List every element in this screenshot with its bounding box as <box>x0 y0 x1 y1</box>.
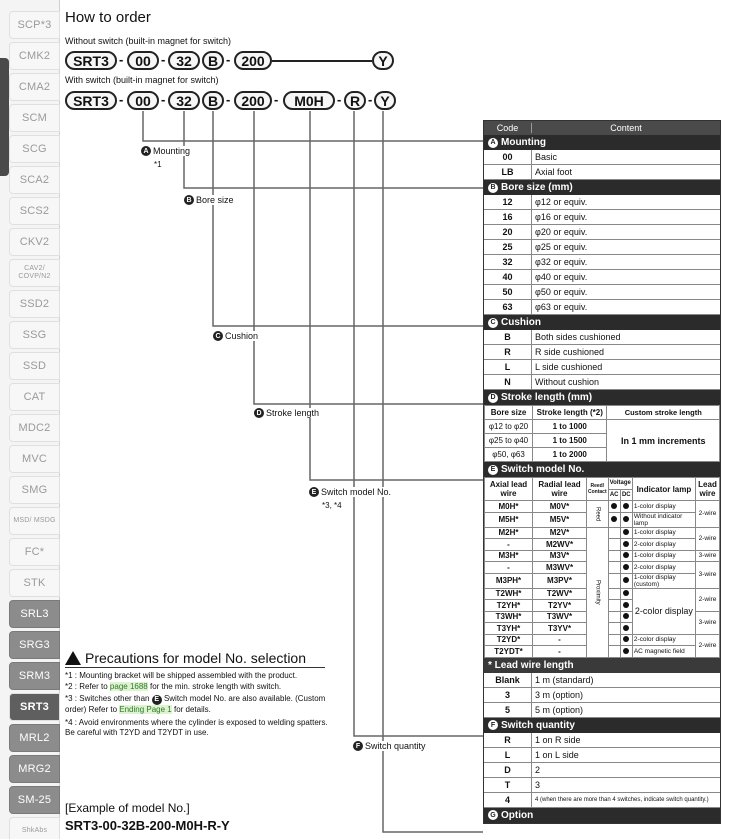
dot-icon <box>623 503 629 509</box>
table-row <box>485 527 720 539</box>
stroke-bore: φ12 to φ20 <box>485 420 533 434</box>
switch-wire: 2-wire <box>696 501 720 528</box>
note-1: *1 : Mounting bracket will be shipped assembled with the product. <box>65 671 298 680</box>
table-row <box>484 270 720 285</box>
row-code: T <box>484 778 532 792</box>
code-cushion-1: B <box>202 51 224 70</box>
row-code: LB <box>484 165 532 179</box>
switch-dc <box>620 623 632 635</box>
switch-dc <box>620 512 632 527</box>
header-code: Code <box>484 123 532 133</box>
callout-switch-model <box>309 487 393 497</box>
row-code: 3 <box>484 688 532 702</box>
switch-ac <box>608 573 620 588</box>
code-mounting-2: 00 <box>127 91 159 110</box>
switch-radial: M3WV* <box>533 562 587 574</box>
table-row <box>484 240 720 255</box>
sidebar-item[interactable]: CMA2 <box>9 73 60 101</box>
sidebar-item[interactable]: CAT <box>9 383 60 411</box>
section-stroke-title: Stroke length (mm) <box>501 392 593 403</box>
switch-ac <box>608 550 620 562</box>
table-row <box>484 330 720 345</box>
stroke-bore: φ25 to φ40 <box>485 434 533 448</box>
switch-ac <box>608 539 620 551</box>
table-row <box>484 210 720 225</box>
stroke-table <box>484 405 720 462</box>
table-row <box>484 703 720 718</box>
switch-lamp: 2-color display <box>632 588 695 634</box>
switch-dc <box>620 634 632 646</box>
row-content: φ40 or equiv. <box>535 272 588 282</box>
switch-radial: - <box>533 646 587 658</box>
row-content: R side cushioned <box>535 347 605 357</box>
switch-axial: T2YDT* <box>485 646 533 658</box>
without-switch-label: Without switch (built-in magnet for switch) <box>65 36 232 46</box>
code-series-1: SRT3 <box>65 51 117 70</box>
callout-bore-label: Bore size <box>196 195 234 205</box>
row-code: 63 <box>484 300 532 314</box>
stroke-head-length: Stroke length (*2) <box>533 406 607 420</box>
row-code: N <box>484 375 532 389</box>
switch-lamp: AC magnetic field <box>632 646 695 658</box>
note-ref-1: *1 <box>154 160 162 169</box>
switch-ac <box>608 512 620 527</box>
switch-radial: M5V* <box>533 512 587 527</box>
section-stroke <box>484 390 720 405</box>
row-content: φ25 or equiv. <box>535 242 588 252</box>
table-row <box>484 360 720 375</box>
row-code: 50 <box>484 285 532 299</box>
section-bore-title: Bore size (mm) <box>501 182 573 193</box>
switch-radial: T2YV* <box>533 600 587 612</box>
dash: - <box>274 92 279 107</box>
table-row <box>484 345 720 360</box>
section-option <box>484 808 720 823</box>
switch-dc <box>620 600 632 612</box>
row-content: 3 m (option) <box>535 689 584 700</box>
callout-bore <box>184 195 236 205</box>
badge-a: A <box>141 146 151 156</box>
dash: - <box>368 92 373 107</box>
switch-dc <box>620 501 632 513</box>
header-content: Content <box>610 123 642 133</box>
switch-ac <box>608 611 620 623</box>
dash: - <box>226 52 231 67</box>
dot-icon <box>623 613 629 619</box>
dot-icon <box>623 625 629 631</box>
sidebar-item[interactable]: SCA2 <box>9 166 60 194</box>
switch-ac <box>608 600 620 612</box>
switch-wire: 2-wire <box>696 527 720 550</box>
switch-axial: M2H* <box>485 527 533 539</box>
code-cushion-2: B <box>202 91 224 110</box>
dot-icon <box>623 648 629 654</box>
switch-axial: M5H* <box>485 512 533 527</box>
badge-d: D <box>254 408 264 418</box>
switch-dc <box>620 646 632 658</box>
switch-axial: - <box>485 539 533 551</box>
switch-ac <box>608 623 620 635</box>
row-code: L <box>484 360 532 374</box>
badge-g: G <box>488 810 498 820</box>
section-lead-title: * Lead wire length <box>488 659 574 671</box>
callout-stroke <box>254 408 321 418</box>
row-content: L side cushioned <box>535 362 603 372</box>
sidebar-item[interactable]: SCG <box>9 135 60 163</box>
row-code: 4 <box>484 793 532 807</box>
switch-radial: - <box>533 634 587 646</box>
switch-radial: M0V* <box>533 501 587 513</box>
switch-lamp: 2-color display <box>632 539 695 551</box>
callout-cushion-label: Cushion <box>225 331 259 341</box>
row-content: 2 <box>535 764 541 775</box>
switch-head-lead: Lead wire <box>696 478 720 501</box>
code-qty-2: R <box>344 91 366 110</box>
note-3-text: *3 : Switches other than <box>65 694 152 703</box>
sidebar-item[interactable]: CKV2 <box>9 228 60 256</box>
switch-head-lamp: Indicator lamp <box>632 478 695 501</box>
switch-dc <box>620 573 632 588</box>
section-bore <box>484 180 720 195</box>
sidebar-item[interactable]: FC* <box>9 538 60 566</box>
switch-dc <box>620 539 632 551</box>
table-row <box>484 285 720 300</box>
row-content: Both sides cushioned <box>535 332 621 342</box>
page-title: How to order <box>65 9 151 26</box>
dash: - <box>161 52 166 67</box>
row-code: 00 <box>484 150 532 164</box>
dot-icon <box>623 529 629 535</box>
sidebar-item[interactable]: MSD/ MSDG <box>9 507 60 535</box>
note-2 <box>65 682 330 693</box>
row-content: 1 m (standard) <box>535 674 594 685</box>
dot-icon <box>623 602 629 608</box>
code-mounting-1: 00 <box>127 51 159 70</box>
dot-icon <box>623 577 629 583</box>
callout-switch-qty-label: Switch quantity <box>365 741 426 751</box>
row-code: Blank <box>484 673 532 687</box>
dot-icon <box>623 516 629 522</box>
switch-type-reed: Reed <box>587 501 609 528</box>
section-switch <box>484 462 720 477</box>
sidebar-item[interactable]: SSD <box>9 352 60 380</box>
switch-head-dc: DC <box>620 489 632 501</box>
sidebar-item[interactable]: SCM <box>9 104 60 132</box>
code-option-2: Y <box>374 91 396 110</box>
code-stroke-2: 200 <box>234 91 272 110</box>
sidebar-item[interactable]: MDC2 <box>9 414 60 442</box>
dot-icon <box>623 552 629 558</box>
note-2-text: *2 : Refer to <box>65 681 110 691</box>
switch-wire: 3-wire <box>696 550 720 562</box>
code-option-1: Y <box>372 51 394 70</box>
switch-table <box>484 477 720 658</box>
callout-switch-qty <box>353 741 428 751</box>
switch-radial: T3YV* <box>533 623 587 635</box>
switch-dc <box>620 527 632 539</box>
row-content: Without cushion <box>535 377 600 387</box>
dot-icon <box>611 503 617 509</box>
row-code: D <box>484 763 532 777</box>
switch-axial: T2WH* <box>485 588 533 600</box>
dot-icon <box>623 541 629 547</box>
example-code: SRT3-00-32B-200-M0H-R-Y <box>65 818 230 833</box>
dot-icon <box>623 636 629 642</box>
section-mounting <box>484 135 720 150</box>
row-content: φ63 or equiv. <box>535 302 588 312</box>
table-row <box>484 763 720 778</box>
dash: - <box>337 92 342 107</box>
switch-ac <box>608 501 620 513</box>
switch-lamp: 1-color display (custom) <box>632 573 695 588</box>
switch-lamp: 1-color display <box>632 550 695 562</box>
code-bore-1: 32 <box>168 51 200 70</box>
sidebar-item[interactable]: MRG2 <box>9 755 60 783</box>
row-code: 16 <box>484 210 532 224</box>
switch-ac <box>608 588 620 600</box>
switch-axial: M3PH* <box>485 573 533 588</box>
switch-wire: 3-wire <box>696 562 720 589</box>
switch-wire: 2-wire <box>696 588 720 611</box>
switch-radial: M3PV* <box>533 573 587 588</box>
note-2-text-end: for the min. stroke length with switch. <box>147 681 282 691</box>
switch-dc <box>620 588 632 600</box>
row-content: 3 <box>535 779 541 790</box>
section-mounting-title: Mounting <box>501 137 546 148</box>
row-content: 4 (when there are more than 4 switches, indicate switch quantity.) <box>535 796 709 803</box>
switch-ac <box>608 562 620 574</box>
sidebar-item[interactable]: MVC <box>9 445 60 473</box>
switch-radial: M2WV* <box>533 539 587 551</box>
dot-icon <box>623 564 629 570</box>
section-cushion <box>484 315 720 330</box>
stroke-bore: φ50, φ63 <box>485 448 533 462</box>
row-code: B <box>484 330 532 344</box>
warning-icon <box>65 651 81 665</box>
table-row <box>484 195 720 210</box>
stroke-range: 1 to 1500 <box>533 434 607 448</box>
sidebar-item[interactable]: SCP*3 <box>9 11 60 39</box>
switch-dc <box>620 562 632 574</box>
switch-axial: M0H* <box>485 501 533 513</box>
table-row <box>484 225 720 240</box>
switch-axial: T2YH* <box>485 600 533 612</box>
row-code: 25 <box>484 240 532 254</box>
order-code-table <box>483 120 721 824</box>
row-content: φ50 or equiv. <box>535 287 588 297</box>
table-row <box>484 793 720 808</box>
table-row <box>485 501 720 513</box>
row-code: 40 <box>484 270 532 284</box>
switch-dc <box>620 550 632 562</box>
switch-lamp: Without indicator lamp <box>632 512 695 527</box>
row-content: φ16 or equiv. <box>535 212 588 222</box>
stroke-head-custom: Custom stroke length <box>607 406 720 420</box>
dash: - <box>119 52 124 67</box>
row-content: φ20 or equiv. <box>535 227 588 237</box>
table-row <box>484 748 720 763</box>
switch-head-axial: Axial lead wire <box>485 478 533 501</box>
sidebar-item[interactable]: SM-25 <box>9 786 60 814</box>
note-3 <box>65 694 330 716</box>
dash: - <box>226 92 231 107</box>
badge-b: B <box>184 195 194 205</box>
badge-e: E <box>152 695 162 705</box>
sidebar-item[interactable]: SRG3 <box>9 631 60 659</box>
switch-axial: T3WH* <box>485 611 533 623</box>
switch-ac <box>608 634 620 646</box>
table-row <box>484 165 720 180</box>
dot-icon <box>611 516 617 522</box>
row-code: R <box>484 733 532 747</box>
sidebar-item[interactable]: SSG <box>9 321 60 349</box>
sidebar-item[interactable]: ShkAbs <box>9 817 60 839</box>
callout-switch-model-label: Switch model No. <box>321 487 392 497</box>
stroke-head-bore: Bore size <box>485 406 533 420</box>
callout-cushion <box>213 331 260 341</box>
row-content: 1 on R side <box>535 734 581 745</box>
sidebar-item[interactable]: SRT3 <box>9 693 60 721</box>
switch-type-proximity: Proximity <box>587 527 609 657</box>
section-cushion-title: Cushion <box>501 317 541 328</box>
code-series-2: SRT3 <box>65 91 117 110</box>
table-header <box>484 121 720 135</box>
note-ref-3-4: *3, *4 <box>322 501 342 510</box>
switch-wire: 2-wire <box>696 634 720 657</box>
sidebar-item[interactable]: CMK2 <box>9 42 60 70</box>
switch-head-contact: Reed/ Contact <box>587 478 609 501</box>
switch-wire: 3-wire <box>696 611 720 634</box>
section-switch-title: Switch model No. <box>501 464 585 475</box>
switch-axial: - <box>485 562 533 574</box>
badge-f: F <box>353 741 363 751</box>
table-row <box>484 150 720 165</box>
table-row <box>484 255 720 270</box>
switch-lamp: 2-color display <box>632 634 695 646</box>
ending-page-link[interactable]: Ending Page 1 <box>119 705 172 715</box>
switch-ac <box>608 646 620 658</box>
row-content: φ12 or equiv. <box>535 197 588 207</box>
switch-lamp: 2-color display <box>632 562 695 574</box>
switch-ac <box>608 527 620 539</box>
switch-axial: T3YH* <box>485 623 533 635</box>
stroke-range: 1 to 2000 <box>533 448 607 462</box>
dot-icon <box>623 590 629 596</box>
switch-lamp: 1-color display <box>632 527 695 539</box>
sidebar-item[interactable]: SMG <box>9 476 60 504</box>
with-switch-label: With switch (built-in magnet for switch) <box>65 75 219 85</box>
badge-a: A <box>488 138 498 148</box>
badge-c: C <box>213 331 223 341</box>
badge-b: B <box>488 183 498 193</box>
code-switch-2: M0H <box>283 91 335 110</box>
sidebar-item[interactable]: SRM3 <box>9 662 60 690</box>
callout-mounting-label: Mounting <box>153 146 191 156</box>
note-3-text-end: for details. <box>171 705 211 715</box>
stroke-custom-value: In 1 mm increments <box>607 420 720 462</box>
row-code: 20 <box>484 225 532 239</box>
switch-radial: T3WV* <box>533 611 587 623</box>
badge-e: E <box>488 465 498 475</box>
callout-stroke-label: Stroke length <box>266 408 320 418</box>
section-option-title: Option <box>501 809 534 821</box>
sidebar-item[interactable]: CAV2/ COVP/N2 <box>9 259 60 287</box>
switch-radial: M2V* <box>533 527 587 539</box>
row-code: R <box>484 345 532 359</box>
switch-radial: M3V* <box>533 550 587 562</box>
row-code: L <box>484 748 532 762</box>
row-content: 5 m (option) <box>535 704 584 715</box>
precautions-title <box>65 650 306 666</box>
row-content: Axial foot <box>535 167 573 177</box>
badge-d: D <box>488 393 498 403</box>
switch-radial: T2WV* <box>533 588 587 600</box>
switch-head-radial: Radial lead wire <box>533 478 587 501</box>
table-row <box>484 300 720 315</box>
sidebar-item[interactable]: SRL3 <box>9 600 60 628</box>
dash: - <box>161 92 166 107</box>
section-qty-title: Switch quantity <box>501 719 575 731</box>
table-row <box>484 375 720 390</box>
row-content: Basic <box>535 152 558 162</box>
table-row <box>484 778 720 793</box>
section-qty <box>484 718 720 733</box>
callout-mounting <box>141 146 192 156</box>
section-lead-wire <box>484 658 720 673</box>
sidebar-item[interactable]: STK <box>9 569 60 597</box>
badge-f: F <box>488 720 498 730</box>
switch-axial: M3H* <box>485 550 533 562</box>
note-3-text-mid: Switch model No. are also available. (Custom order) Refer to <box>65 694 326 715</box>
row-code: 5 <box>484 703 532 717</box>
precautions-notes <box>65 671 330 739</box>
sidebar-item[interactable]: MRL2 <box>9 724 60 752</box>
precautions-title-text: Precautions for model No. selection <box>85 650 306 666</box>
table-row <box>484 673 720 688</box>
row-code: 12 <box>484 195 532 209</box>
code-bore-2: 32 <box>168 91 200 110</box>
stroke-range: 1 to 1000 <box>533 420 607 434</box>
sidebar-item[interactable]: SCS2 <box>9 197 60 225</box>
switch-lamp: 1-color display <box>632 501 695 513</box>
switch-dc <box>620 611 632 623</box>
row-content: 1 on L side <box>535 749 579 760</box>
row-code: 32 <box>484 255 532 269</box>
code-stroke-1: 200 <box>234 51 272 70</box>
page-link[interactable]: page 1688 <box>109 681 148 691</box>
switch-axial: T2YD* <box>485 634 533 646</box>
row-content: φ32 or equiv. <box>535 257 588 267</box>
example-label: [Example of model No.] <box>65 801 190 815</box>
sidebar-item[interactable]: SSD2 <box>9 290 60 318</box>
divider <box>65 667 325 668</box>
table-row <box>484 733 720 748</box>
switch-head-voltage: Voltage <box>608 478 632 490</box>
switch-head-ac: AC <box>608 489 620 501</box>
badge-e: E <box>309 487 319 497</box>
badge-c: C <box>488 318 498 328</box>
table-row <box>484 688 720 703</box>
note-4: *4 : Avoid environments where the cylinder is exposed to welding spatters. Be careful with T2YD and T2YDT in use. <box>65 717 328 738</box>
dash: - <box>119 92 124 107</box>
